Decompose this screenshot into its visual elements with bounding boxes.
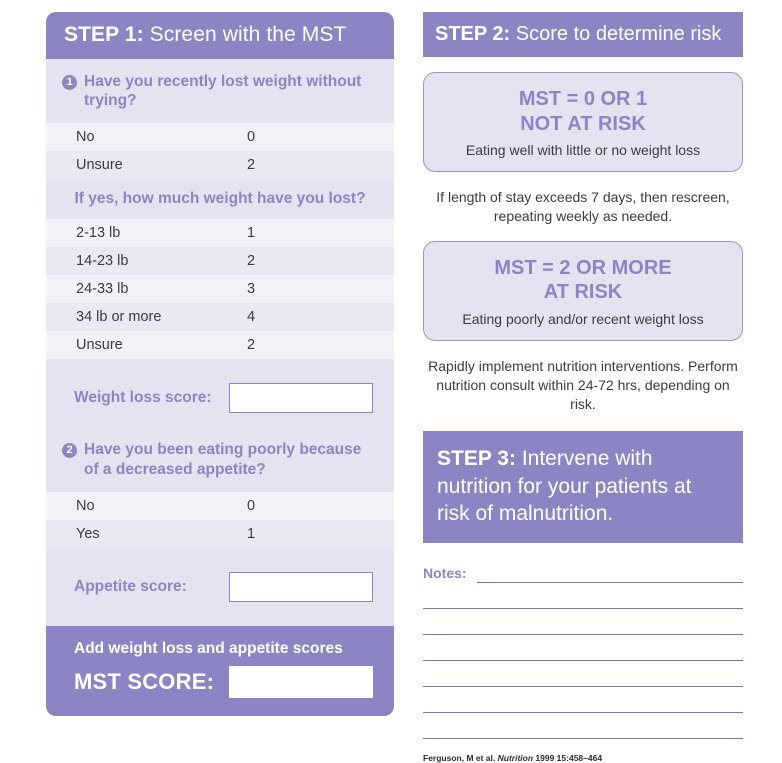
step1-header xyxy=(46,12,394,59)
notes-write-line[interactable] xyxy=(423,607,743,609)
risk-high-title-line1: MST = 2 OR MORE xyxy=(494,256,672,279)
option-value: 0 xyxy=(246,129,256,146)
risk-high-title-line2: AT RISK xyxy=(543,281,623,304)
option-label: Unsure xyxy=(76,157,123,174)
step3-header-light: Intervene with nutrition for your patients at risk of malnutrition. xyxy=(437,447,692,525)
step2-header xyxy=(423,12,743,57)
option-label: Unsure xyxy=(76,337,123,354)
option-value: 3 xyxy=(246,281,256,298)
question-1-number-icon: 1 xyxy=(62,75,77,90)
option-value: 2 xyxy=(246,337,256,354)
option-label: 14-23 lb xyxy=(76,253,129,270)
risk-high-subtext: Eating poorly and/or recent weight loss xyxy=(462,310,704,327)
question-1-block xyxy=(46,59,394,124)
rescreen-note: If length of stay exceeds 7 days, then rescreen, repeating weekly as needed. xyxy=(436,189,730,225)
notes-write-line[interactable] xyxy=(423,711,743,713)
appetite-score-input[interactable] xyxy=(229,572,373,602)
table-row[interactable] xyxy=(46,520,394,548)
option-value: 2 xyxy=(246,157,256,174)
mst-score-label: MST SCORE: xyxy=(74,668,215,694)
option-value: 2 xyxy=(246,253,256,270)
notes-write-line[interactable] xyxy=(477,581,743,583)
citation xyxy=(423,753,743,763)
option-value: 0 xyxy=(246,497,256,514)
mst-total-block xyxy=(46,626,394,716)
risk-low-title-line2: NOT AT RISK xyxy=(520,112,646,135)
citation-prefix: Ferguson, M et al. xyxy=(423,753,498,763)
weight-lost-subheading: If yes, how much weight have you lost? xyxy=(46,179,394,219)
notes-write-line[interactable] xyxy=(423,685,743,687)
option-value: 4 xyxy=(246,309,256,326)
spacer xyxy=(46,548,394,558)
notes-write-line[interactable] xyxy=(423,737,743,739)
weight-loss-score-label: Weight loss score: xyxy=(74,389,212,407)
question-1-text xyxy=(62,72,378,112)
citation-suffix: 1999 15:458–464 xyxy=(533,753,603,763)
option-label: No xyxy=(76,129,95,146)
step2-header-strong: STEP 2: xyxy=(435,23,511,45)
table-row[interactable] xyxy=(46,492,394,520)
table-row[interactable] xyxy=(46,247,394,275)
question-2-block xyxy=(46,427,394,492)
right-column xyxy=(423,12,743,763)
option-value: 1 xyxy=(246,525,256,542)
question-2-text xyxy=(62,440,378,480)
notes-write-line[interactable] xyxy=(423,633,743,635)
risk-low-subtext: Eating well with little or no weight loss xyxy=(465,142,701,159)
step3-header-strong: STEP 3: xyxy=(437,447,516,471)
appetite-score-row xyxy=(46,558,394,616)
table-row[interactable] xyxy=(46,151,394,179)
weight-loss-score-row xyxy=(46,369,394,427)
notes-label: Notes: xyxy=(423,565,467,582)
notes-section xyxy=(423,565,743,739)
question-2-number-icon: 2 xyxy=(62,443,77,458)
option-label: No xyxy=(76,497,95,514)
step1-header-strong: STEP 1: xyxy=(64,23,144,46)
citation-journal: Nutrition xyxy=(497,753,534,763)
question-2-label: Have you been eating poorly because of a decreased appetite? xyxy=(84,441,362,478)
table-row[interactable] xyxy=(46,303,394,331)
table-row[interactable] xyxy=(46,123,394,151)
appetite-score-label: Appetite score: xyxy=(74,577,187,595)
table-row[interactable] xyxy=(46,219,394,247)
mst-score-input[interactable] xyxy=(229,666,373,698)
risk-low-title-line1: MST = 0 OR 1 xyxy=(518,88,648,111)
option-label: Yes xyxy=(76,525,100,542)
spacer xyxy=(46,616,394,626)
option-value: 1 xyxy=(246,225,256,242)
notes-first-line xyxy=(423,565,743,583)
step2-header-light: Score to determine risk xyxy=(515,23,722,45)
risk-box-not-at-risk xyxy=(423,72,743,172)
question-1-label: Have you recently lost weight without trying? xyxy=(84,72,362,110)
weight-loss-score-input[interactable] xyxy=(229,383,373,413)
mst-total-row xyxy=(74,666,378,698)
notes-write-line[interactable] xyxy=(423,659,743,661)
option-label: 24-33 lb xyxy=(76,281,129,298)
table-row[interactable] xyxy=(46,331,394,359)
option-label: 2-13 lb xyxy=(76,225,121,242)
risk-box-at-risk xyxy=(423,241,743,341)
spacer xyxy=(46,359,394,369)
step3-header xyxy=(423,431,743,543)
mst-total-caption: Add weight loss and appetite scores xyxy=(74,639,343,657)
option-label: 34 lb or more xyxy=(76,309,162,326)
step1-header-light: Screen with the MST xyxy=(149,23,347,46)
step1-card xyxy=(46,12,394,716)
table-row[interactable] xyxy=(46,275,394,303)
intervention-note: Rapidly implement nutrition interventions. Perform nutrition consult within 24-72 hrs, depending on risk. xyxy=(428,357,738,412)
